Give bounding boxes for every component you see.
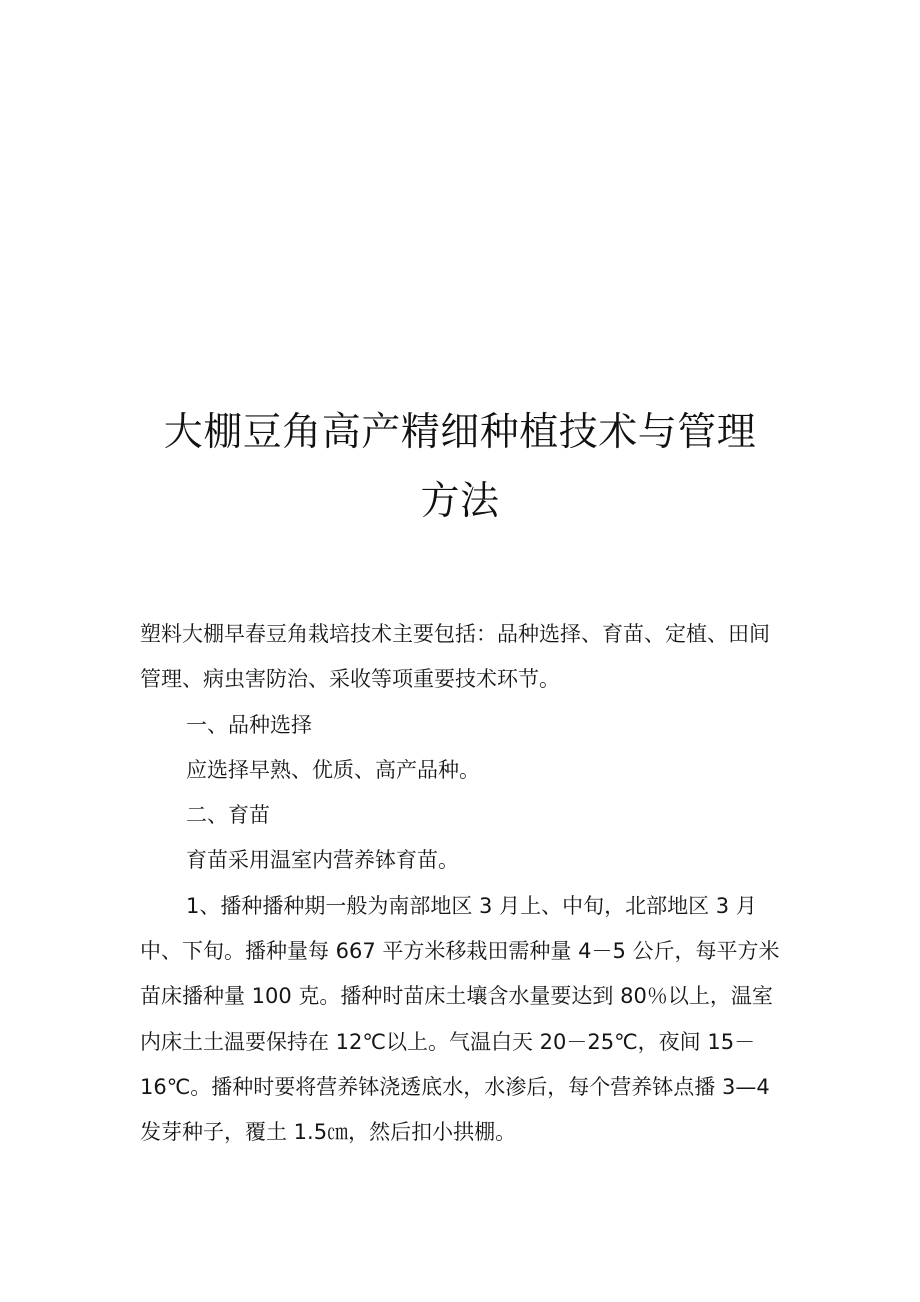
document-body: [140, 612, 790, 1156]
title-line-1: 大棚豆角高产精细种植技术与管理: [163, 410, 757, 455]
intro-paragraph: 塑料大棚早春豆角栽培技术主要包括：品种选择、育苗、定植、田间管理、病虫害防治、采收等项重要技术环节。: [140, 622, 770, 692]
seedling-paragraph: 育苗采用温室内营养钵育苗。: [186, 848, 459, 873]
section-heading-variety: 一、品种选择: [186, 712, 312, 737]
title-line-2: 方法: [420, 479, 500, 524]
variety-paragraph: 应选择早熟、优质、高产品种。: [186, 757, 480, 782]
section-heading-seedling: 二、育苗: [186, 803, 270, 828]
sowing-paragraph: 1、播种播种期一般为南部地区 3 月上、中旬，北部地区 3 月中、下旬。播种量每 667 平方米移栽田需种量 4－5 公斤，每平方米苗床播种量 100 克。播种时苗床土壤含水量要达到 80％以上，温室内床土土温要保持在 12℃以上。气温白天 20－25℃，夜间 15－16℃。播种时要将营养钵浇透底水，水渗后，每个营养钵点播 3—4 发芽种子，覆土 1.5㎝，然后扣小拱棚。: [140, 893, 780, 1145]
document-title: [0, 398, 920, 536]
